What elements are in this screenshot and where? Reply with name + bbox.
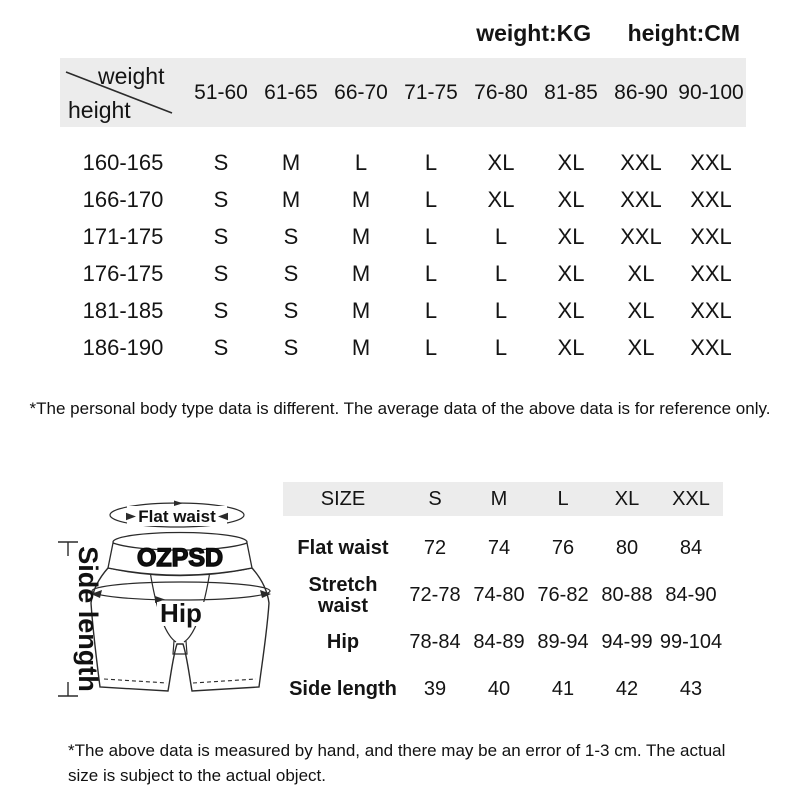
size-cell: XL	[557, 223, 585, 249]
size-cell: XXL	[620, 223, 662, 249]
height-range-label: 160-165	[82, 149, 164, 175]
measure-value: 72-78	[409, 584, 461, 606]
size-table-header	[60, 58, 746, 127]
size-column-header: SIZE	[320, 487, 366, 510]
measure-label: Flat waist	[297, 537, 389, 559]
size-cell: M	[351, 297, 371, 323]
size-column-header: L	[557, 487, 569, 510]
size-cell: M	[281, 149, 301, 175]
height-unit-label: height:CM	[627, 20, 740, 46]
measure-value: 78-84	[409, 631, 461, 653]
size-cell: XL	[627, 297, 655, 323]
measure-value: 42	[615, 678, 639, 700]
size-cell: XL	[557, 260, 585, 286]
measure-label: Side length	[289, 678, 397, 700]
size-column-header: XXL	[672, 487, 710, 510]
weight-range-header: 81-85	[544, 80, 598, 104]
shorts-outline	[91, 568, 269, 691]
measure-value: 84-89	[473, 631, 525, 653]
measure-value: 89-94	[537, 631, 589, 653]
size-cell: S	[213, 186, 229, 212]
size-cell: XXL	[690, 334, 732, 360]
size-column-header: S	[428, 487, 442, 510]
measure-value: 84	[679, 537, 703, 559]
size-cell: XL	[557, 149, 585, 175]
size-cell: M	[351, 186, 371, 212]
size-cell: XL	[557, 186, 585, 212]
measurements-header	[283, 482, 723, 516]
size-cell: S	[213, 334, 229, 360]
size-cell: L	[424, 334, 438, 360]
flat-waist-top-arrow	[174, 501, 183, 507]
measurements-table	[283, 482, 723, 713]
size-cell: XXL	[690, 297, 732, 323]
height-range-label: 181-185	[82, 297, 164, 323]
measurements-body	[283, 525, 723, 713]
size-cell: XXL	[620, 149, 662, 175]
measure-value: 80	[615, 537, 639, 559]
measure-value: 76-82	[537, 584, 589, 606]
shorts-diagram	[55, 485, 300, 730]
size-cell: S	[283, 223, 299, 249]
size-cell: XL	[487, 149, 515, 175]
height-range-label: 166-170	[82, 186, 164, 212]
size-cell: L	[494, 223, 508, 249]
size-cell: L	[424, 149, 438, 175]
size-cell: S	[213, 260, 229, 286]
measure-value: 74-80	[473, 584, 525, 606]
size-cell: S	[213, 297, 229, 323]
size-cell: M	[351, 260, 371, 286]
hip-label: Hip	[160, 598, 202, 628]
size-column-header: M	[490, 487, 508, 510]
measure-value: 43	[679, 678, 703, 700]
weight-range-header: 71-75	[404, 80, 458, 104]
size-cell: XXL	[620, 186, 662, 212]
side-length-label: Side length	[73, 546, 103, 692]
weight-range-header: 51-60	[194, 80, 248, 104]
weight-range-header: 86-90	[614, 80, 668, 104]
hem-stitch-right	[193, 679, 256, 683]
size-cell: XXL	[690, 223, 732, 249]
measure-value: 94-99	[601, 631, 653, 653]
size-cell: L	[424, 223, 438, 249]
measure-value: 39	[423, 678, 447, 700]
size-cell: XL	[557, 334, 585, 360]
size-by-body-table	[60, 58, 746, 366]
weight-range-header: 61-65	[264, 80, 318, 104]
size-cell: S	[283, 260, 299, 286]
note-top: *The personal body type data is different. The average data of the above data is for reference only.	[29, 399, 771, 418]
note-bottom: *The above data is measured by hand, and there may be an error of 1-3 cm. The actual size is subject to the actual object.	[68, 741, 726, 785]
measure-value: 72	[423, 537, 447, 559]
weight-range-header: 90-100	[678, 80, 744, 104]
measure-value: 76	[551, 537, 575, 559]
height-range-label: 186-190	[82, 334, 164, 360]
measure-value: 99-104	[659, 631, 723, 653]
height-range-label: 171-175	[82, 223, 164, 249]
size-cell: XXL	[690, 186, 732, 212]
size-cell: XXL	[690, 260, 732, 286]
size-cell: L	[494, 334, 508, 360]
size-column-header: XL	[614, 487, 640, 510]
weight-range-header: 76-80	[474, 80, 528, 104]
measure-value: 80-88	[601, 584, 653, 606]
size-cell: S	[283, 297, 299, 323]
brand-logo: OZPSD	[136, 544, 224, 572]
size-cell: XXL	[690, 149, 732, 175]
size-cell: M	[281, 186, 301, 212]
measure-value: 84-90	[665, 584, 717, 606]
size-cell: L	[494, 297, 508, 323]
weight-range-header: 66-70	[334, 80, 388, 104]
weight-unit-label: weight:KG	[476, 20, 592, 46]
measure-value: 74	[487, 537, 511, 559]
size-cell: S	[283, 334, 299, 360]
measure-label: Hip	[326, 631, 360, 653]
measure-label: Stretch waist	[308, 573, 378, 617]
corner-height-label: height	[68, 97, 131, 123]
size-cell: M	[351, 334, 371, 360]
size-cell: L	[354, 149, 368, 175]
size-cell: L	[424, 186, 438, 212]
size-cell: XL	[627, 260, 655, 286]
units-line	[0, 20, 740, 47]
size-cell: S	[213, 223, 229, 249]
size-cell: L	[424, 297, 438, 323]
measure-value: 41	[551, 678, 575, 700]
corner-cell	[60, 58, 186, 127]
measure-value: 40	[487, 678, 511, 700]
size-cell: M	[351, 223, 371, 249]
size-cell: XL	[487, 186, 515, 212]
size-cell: L	[424, 260, 438, 286]
size-table-body	[60, 144, 746, 366]
height-range-label: 176-175	[82, 260, 164, 286]
size-cell: S	[213, 149, 229, 175]
size-cell: XL	[627, 334, 655, 360]
size-cell: L	[494, 260, 508, 286]
hem-stitch-left	[104, 679, 167, 683]
size-cell: XL	[557, 297, 585, 323]
flat-waist-label: Flat waist	[138, 507, 216, 526]
corner-weight-label: weight	[98, 63, 165, 89]
